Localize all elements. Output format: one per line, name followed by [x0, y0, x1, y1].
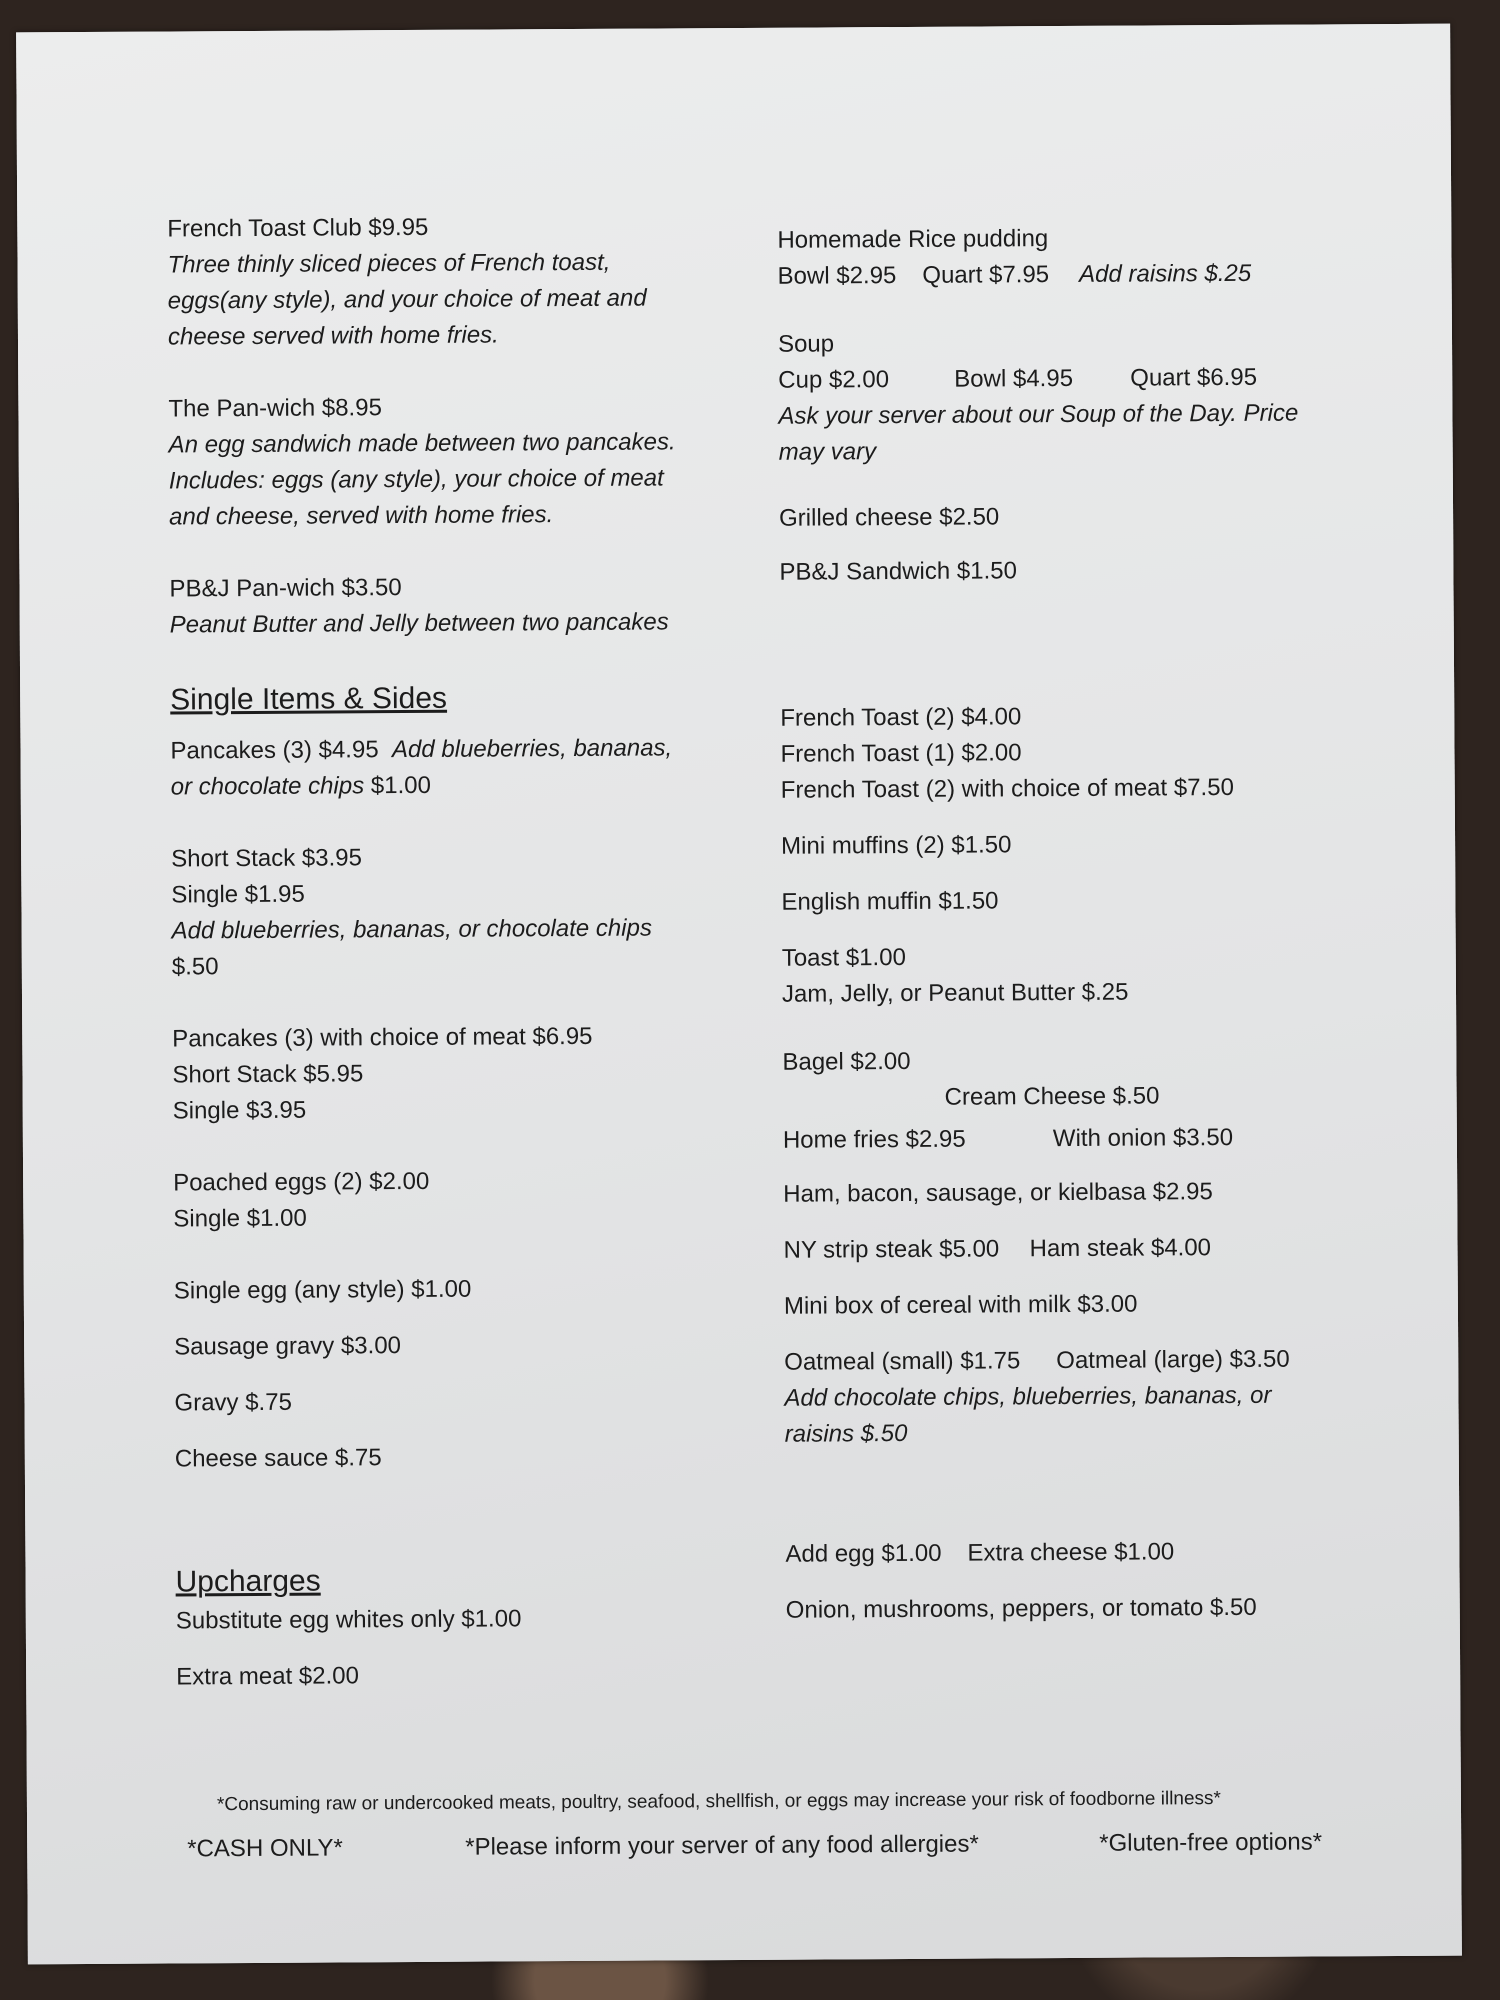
item-title: French Toast Club $9.95	[167, 213, 429, 243]
pbj-sandwich-item: PB&J Sandwich $1.50	[779, 557, 1017, 586]
item-title: Poached eggs (2) $2.00	[173, 1167, 430, 1197]
right-column	[777, 219, 1426, 1629]
sausage-gravy-item: Sausage gravy $3.00	[174, 1332, 402, 1361]
item-title: The Pan-wich $8.95	[168, 394, 382, 423]
item-price: Ham steak $4.00	[1029, 1234, 1212, 1263]
item-title: PB&J Pan-wich $3.50	[169, 574, 402, 603]
item-add: Add raisins $.25	[1079, 259, 1252, 288]
french-toast-items	[780, 697, 1421, 809]
rice-pudding-item	[777, 219, 1417, 295]
item-price: Cup $2.00	[778, 366, 890, 394]
item-price: Quart $6.95	[1130, 363, 1258, 392]
english-muffin-item: English muffin $1.50	[781, 887, 999, 916]
item-title: Toast $1.00	[781, 943, 906, 972]
bagel-item	[782, 1041, 1422, 1117]
egg-cheese-upcharge	[785, 1533, 1425, 1573]
home-fries-item	[783, 1119, 1423, 1159]
egg-whites-item: Substitute egg whites only $1.00	[175, 1605, 522, 1635]
cheese-sauce-item: Cheese sauce $.75	[174, 1444, 382, 1473]
item-desc: eggs(any style), and your choice of meat and	[167, 284, 647, 315]
steak-item	[783, 1229, 1423, 1269]
cash-only-note: *CASH ONLY*	[187, 1834, 343, 1863]
item-add: Add blueberries, bananas,	[391, 734, 673, 764]
item-add-price: $.50	[171, 953, 219, 981]
veggies-upcharge: Onion, mushrooms, peppers, or tomato $.50	[785, 1593, 1257, 1624]
item-price: Oatmeal (large) $3.50	[1056, 1345, 1290, 1375]
item-title: Short Stack $3.95	[171, 844, 363, 873]
short-stack-item	[171, 838, 732, 985]
item-add: Add blueberries, bananas, or chocolate chips	[171, 914, 652, 945]
item-title: Short Stack $5.95	[172, 1060, 364, 1089]
item-price: Quart $7.95	[922, 261, 1050, 289]
item-desc: Peanut Butter and Jelly between two pancakes	[169, 608, 669, 639]
single-egg-item: Single egg (any style) $1.00	[173, 1275, 472, 1305]
item-title: French Toast (2) with choice of meat $7.50	[780, 773, 1234, 804]
toast-item	[782, 937, 1422, 1013]
item-add: Add chocolate chips, blueberries, bananas, or	[784, 1381, 1272, 1412]
left-column	[167, 208, 736, 1695]
item-price: Bowl $4.95	[954, 364, 1074, 393]
item-price: Home fries $2.95	[782, 1125, 966, 1154]
item-title: Homemade Rice pudding	[777, 225, 1049, 254]
menu-page	[16, 24, 1462, 1965]
item-desc: Ask your server about our Soup of the Day. Price	[778, 399, 1299, 430]
foodborne-warning: *Consuming raw or undercooked meats, poultry, seafood, shellfish, or eggs may increase your risk of foodborne illness*	[216, 1788, 1221, 1816]
gravy-item: Gravy $.75	[174, 1388, 292, 1417]
item-add: Jam, Jelly, or Peanut Butter $.25	[781, 978, 1129, 1008]
item-desc: cheese served with home fries.	[167, 321, 499, 351]
grilled-cheese-item: Grilled cheese $2.50	[779, 503, 1000, 532]
item-title: Single $1.95	[171, 880, 305, 909]
poached-eggs-item	[173, 1162, 733, 1237]
meats-item: Ham, bacon, sausage, or kielbasa $2.95	[783, 1178, 1213, 1208]
mini-muffins-item: Mini muffins (2) $1.50	[781, 831, 1012, 860]
item-price: Extra cheese $1.00	[967, 1538, 1175, 1567]
gluten-free-note: *Gluten-free options*	[1099, 1828, 1323, 1857]
item-title: Pancakes (3) $4.95	[170, 736, 379, 765]
pancakes-item	[170, 730, 730, 805]
item-add: or chocolate chips	[170, 772, 365, 801]
item-price: NY strip steak $5.00	[783, 1235, 1000, 1264]
item-desc: may vary	[778, 438, 877, 466]
french-toast-club-item	[167, 208, 728, 355]
item-add: Cream Cheese $.50	[944, 1082, 1160, 1111]
soup-item	[778, 323, 1419, 471]
item-title: French Toast (1) $2.00	[780, 739, 1022, 768]
pbj-panwich-item	[169, 568, 729, 643]
upcharges-heading: Upcharges	[175, 1564, 321, 1599]
item-price: Add egg $1.00	[785, 1539, 942, 1568]
allergy-note: *Please inform your server of any food allergies*	[465, 1830, 979, 1861]
pancakes-meat-item	[172, 1018, 733, 1129]
item-title: Single $1.00	[173, 1204, 307, 1233]
item-title: Soup	[777, 330, 835, 358]
item-desc: An egg sandwich made between two pancakes.	[168, 428, 676, 459]
item-desc: Three thinly sliced pieces of French toast,	[167, 248, 611, 279]
item-price: Bowl $2.95	[777, 262, 897, 290]
item-title: Pancakes (3) with choice of meat $6.95	[172, 1022, 593, 1053]
item-price: Oatmeal (small) $1.75	[784, 1347, 1021, 1376]
item-desc: and cheese, served with home fries.	[168, 501, 554, 531]
cereal-item: Mini box of cereal with milk $3.00	[783, 1290, 1138, 1320]
oatmeal-item	[784, 1341, 1425, 1453]
item-title: Single $3.95	[172, 1096, 307, 1125]
item-add: raisins $.50	[784, 1419, 908, 1448]
item-price: With onion $3.50	[1052, 1123, 1234, 1153]
single-items-heading: Single Items & Sides	[170, 681, 448, 717]
item-add-price: $1.00	[370, 771, 431, 800]
extra-meat-item: Extra meat $2.00	[176, 1662, 360, 1691]
panwich-item	[168, 388, 729, 535]
item-desc: Includes: eggs (any style), your choice of meat	[168, 464, 664, 495]
item-title: French Toast (2) $4.00	[780, 703, 1022, 732]
item-title: Bagel $2.00	[782, 1047, 911, 1076]
